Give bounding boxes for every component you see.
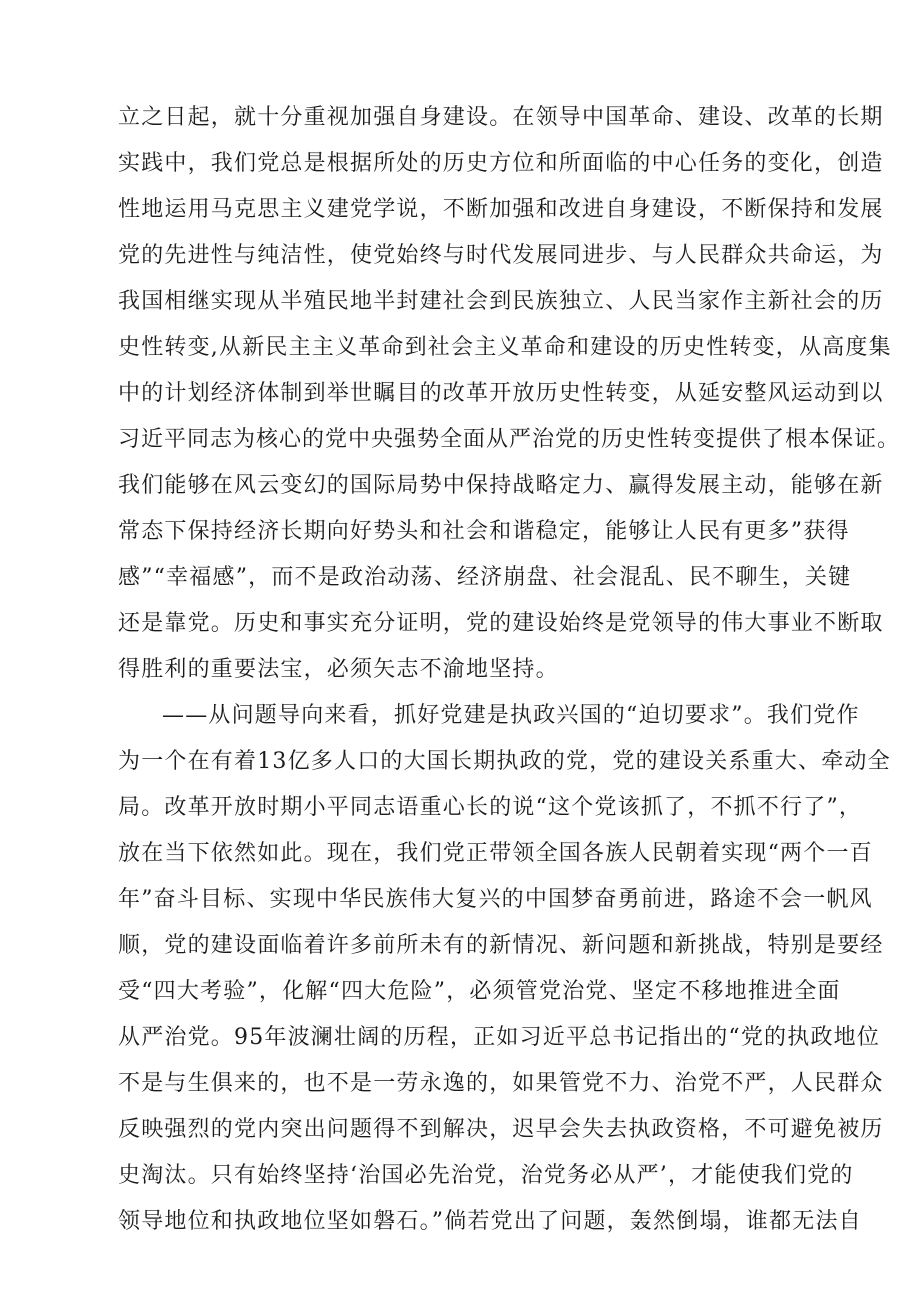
- text-line: 史性转变,从新民主主义革命到社会主义革命和建设的历史性转变，从高度集: [118, 335, 892, 360]
- text-line: 放在当下依然如此。现在，我们党正带领全国各族人民朝着实现“两个一百: [118, 841, 873, 866]
- text-line: 年”奋斗目标、实现中华民族伟大复兴的中国梦奋勇前进，路途不会一帆风: [118, 887, 873, 912]
- text-line: 史淘汰。只有始终坚持‘治国必先治党，治党务必从严’，才能使我们党的: [118, 1163, 854, 1188]
- text-line: 立之日起，就十分重视加强自身建设。在领导中国革命、建设、改革的长期: [118, 105, 884, 130]
- text-line: 党的先进性与纯洁性，使党始终与时代发展同进步、与人民群众共命运，为: [118, 243, 884, 268]
- text-line: 顺，党的建设面临着许多前所未有的新情况、新问题和新挑战，特别是要经: [118, 933, 884, 958]
- text-line: 反映强烈的党内突出问题得不到解决，迟早会失去执政资格，不可避免被历: [118, 1117, 884, 1142]
- text-line: 常态下保持经济长期向好势头和社会和谐稳定，能够让人民有更多”获得: [118, 519, 850, 544]
- text-line: 从严治党。95年波澜壮阔的历程，正如习近平总书记指出的“党的执政地位: [118, 1025, 881, 1050]
- text-line: 实践中，我们党总是根据所处的历史方位和所面临的中心任务的变化，创造: [118, 151, 884, 176]
- text-line: 我们能够在风云变幻的国际局势中保持战略定力、赢得发展主动，能够在新: [118, 473, 884, 498]
- text-line: 得胜利的重要法宝，必须矢志不渝地坚持。: [118, 657, 559, 682]
- text-line: 为一个在有着13亿多人口的大国长期执政的党，党的建设关系重大、牵动全: [118, 749, 891, 774]
- text-line: 不是与生俱来的，也不是一劳永逸的，如果管党不力、治党不严，人民群众: [118, 1071, 884, 1096]
- text-line: 受“四大考验”，化解“四大危险”，必须管党治党、坚定不移地推进全面: [118, 979, 841, 1004]
- text-line: 中的计划经济体制到举世瞩目的改革开放历史性转变，从延安整风运动到以: [118, 381, 884, 406]
- text-line: 感”“幸福感”，而不是政治动荡、经济崩盘、社会混乱、民不聊生，关键: [118, 565, 852, 590]
- paragraph-start-line: ——从问题导向来看，抓好党建是执政兴国的“迫切要求”。我们党作: [162, 703, 860, 728]
- text-line: 局。改革开放时期小平同志语重心长的说“这个党该抓了，不抓不行了”，: [118, 795, 863, 820]
- text-line: 还是靠党。历史和事实充分证明，党的建设始终是党领导的伟大事业不断取: [118, 611, 884, 636]
- text-line: 性地运用马克思主义建党学说，不断加强和改进自身建设，不断保持和发展: [118, 197, 884, 222]
- text-line: 领导地位和执政地位坚如磐石。”倘若党出了问题，轰然倒塌，谁都无法自: [118, 1209, 862, 1234]
- text-line: 习近平同志为核心的党中央强势全面从严治党的历史性转变提供了根本保证。: [118, 427, 901, 452]
- text-line: 我国相继实现从半殖民地半封建社会到民族独立、人民当家作主新社会的历: [118, 289, 884, 314]
